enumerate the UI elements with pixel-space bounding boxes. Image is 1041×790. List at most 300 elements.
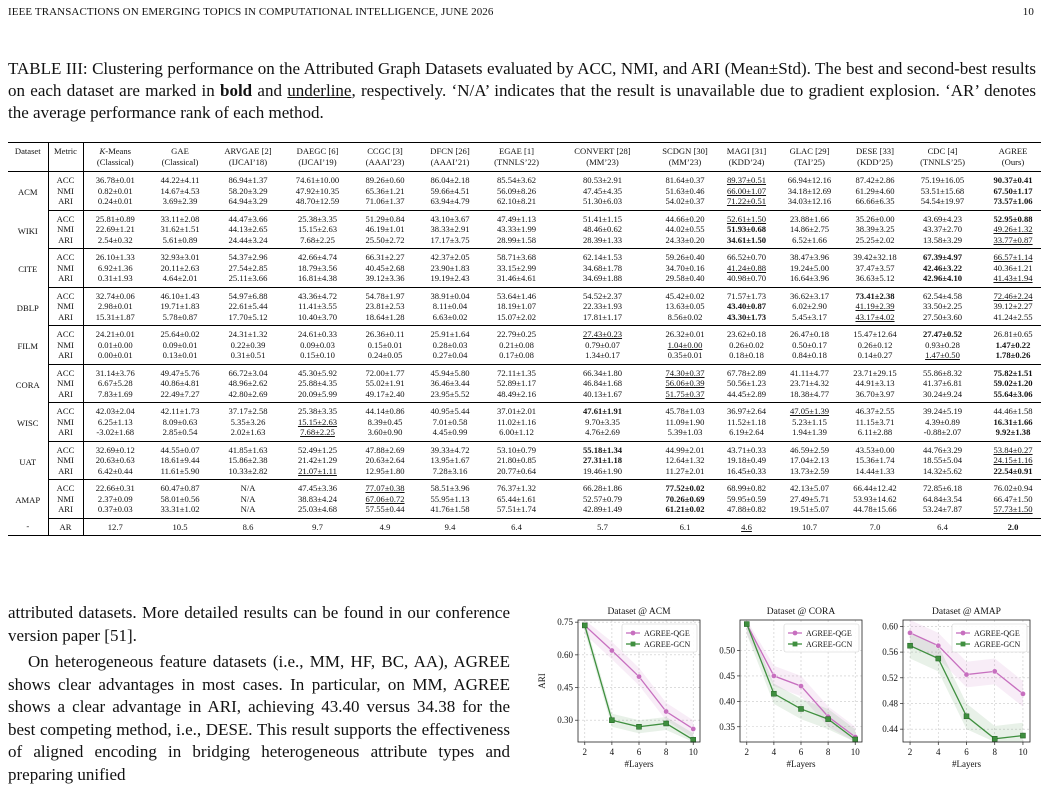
- result-cell: 0.13±0.01: [147, 350, 213, 364]
- result-cell: 38.39±3.25: [855, 224, 895, 234]
- metric-name: NMI: [48, 186, 83, 197]
- result-cell: 26.47±0.18: [789, 329, 830, 339]
- result-cell: 53.51±15.68: [920, 185, 965, 196]
- result-cell: 17.81±1.17: [551, 312, 654, 326]
- result-cell: 2.02±1.63: [213, 427, 283, 441]
- result-cell: 45.94±5.80: [430, 367, 470, 378]
- method-name: ARVGAE [2]: [224, 146, 272, 156]
- result-cell: 39.42±32.18: [853, 252, 897, 262]
- metric-name: ARI: [48, 466, 83, 480]
- data-point: [964, 672, 969, 677]
- metric-name: NMI: [48, 340, 83, 351]
- metric-name: NMI: [48, 301, 83, 312]
- result-cell: 46.19±1.01: [365, 224, 405, 234]
- result-cell: 34.61±1.50: [716, 235, 777, 249]
- result-cell: 44.13±2.65: [228, 224, 268, 234]
- result-cell: 66.28±1.86: [582, 483, 623, 493]
- x-tick-label: 6: [798, 747, 804, 757]
- caption-tail: , respectively. ‘N/A’ indicates that the result is unavailable due to gradient explosion. ‘AR’ denotes the average performance rank of each method.: [8, 81, 1036, 122]
- result-cell: 10.5: [147, 518, 213, 536]
- result-cell: 53.93±14.62: [853, 493, 897, 504]
- result-cell: 23.71±4.32: [789, 378, 830, 388]
- result-cell: 14.67±4.53: [160, 185, 200, 196]
- result-cell: 5.78±0.87: [147, 312, 213, 326]
- page-number: 10: [1022, 6, 1034, 18]
- caption-lead: TABLE III: Clustering performance on the Attributed Graph Datasets evaluated by ACC, NMI, and ARI (Mean±Std). The best and second-best results on each dataset are marked in: [8, 59, 1036, 100]
- header-method-8: [654, 143, 716, 172]
- result-cell: 6.4: [482, 518, 551, 536]
- result-cell: 4.6: [716, 518, 777, 536]
- result-cell: 15.86±2.38: [228, 455, 268, 465]
- result-cell: 13.58±3.29: [908, 235, 977, 249]
- metric-name: ACC: [48, 172, 83, 186]
- result-cell: 8.6: [213, 518, 283, 536]
- table-row: [8, 350, 1041, 364]
- method-name: AGREE: [998, 146, 1028, 156]
- result-cell: 42.80±2.69: [213, 389, 283, 403]
- result-cell: 44.45±2.89: [716, 389, 777, 403]
- table-row: [8, 494, 1041, 505]
- result-cell: 13.63±0.05: [665, 301, 705, 311]
- table-row: [8, 301, 1041, 312]
- result-cell: 56.06±0.39: [665, 378, 705, 388]
- paragraph-1: attributed datasets. More detailed results can be found in our conference version paper [51].: [8, 603, 510, 645]
- result-cell: 61.21±0.02: [654, 504, 716, 518]
- result-cell: 24.61±0.33: [297, 329, 338, 339]
- result-cell: 40.36±1.21: [993, 262, 1033, 273]
- body-text: [8, 602, 510, 786]
- metric-name: NMI: [48, 378, 83, 389]
- result-cell: 48.49±2.16: [482, 389, 551, 403]
- table-row: [8, 224, 1041, 235]
- result-cell: 41.24±0.88: [726, 262, 767, 273]
- dataset-name: WISC: [8, 403, 48, 442]
- result-cell: 43.30±1.73: [716, 312, 777, 326]
- metric-name: ACC: [48, 326, 83, 340]
- result-cell: 6.63±0.02: [418, 312, 482, 326]
- result-cell: 9.7: [283, 518, 352, 536]
- result-cell: 52.95±0.88: [993, 213, 1033, 224]
- result-cell: 67.50±1.17: [993, 185, 1033, 196]
- result-cell: 73.41±2.38: [855, 290, 895, 301]
- result-cell: 11.61±5.90: [147, 466, 213, 480]
- dataset-name: AMAP: [8, 480, 48, 519]
- result-cell: 73.57±1.06: [977, 196, 1041, 210]
- result-cell: 42.89±1.49: [551, 504, 654, 518]
- result-cell: 22.61±5.44: [228, 301, 268, 311]
- result-cell: 25.64±0.02: [160, 329, 200, 339]
- x-tick-label: 4: [771, 747, 777, 757]
- result-cell: 54.52±2.37: [582, 290, 623, 301]
- result-cell: 49.47±5.76: [160, 367, 200, 378]
- result-cell: 25.03±4.68: [283, 504, 352, 518]
- result-cell: 38.91±0.04: [430, 290, 470, 301]
- method-venue: (AAAI’23): [365, 156, 405, 167]
- result-cell: 77.52±0.02: [665, 483, 705, 493]
- result-cell: 1.94±1.39: [777, 427, 842, 441]
- result-cell: 4.9: [352, 518, 418, 536]
- result-cell: 5.7: [551, 518, 654, 536]
- metric-name: ACC: [48, 287, 83, 301]
- journal-name: IEEE TRANSACTIONS ON EMERGING TOPICS IN COMPUTATIONAL INTELLIGENCE, JUNE 2026: [8, 6, 494, 18]
- result-cell: 20.63±2.64: [365, 455, 405, 465]
- result-cell: 51.30±6.03: [551, 196, 654, 210]
- result-cell: 25.81±0.89: [95, 213, 135, 224]
- table-row: [8, 312, 1041, 326]
- result-cell: 8.39±0.45: [367, 416, 403, 427]
- result-cell: 47.88±0.82: [716, 504, 777, 518]
- result-cell: 45.42±0.02: [665, 290, 705, 301]
- data-point: [691, 726, 696, 731]
- result-cell: 47.49±1.13: [496, 213, 537, 224]
- data-point: [799, 706, 804, 711]
- data-point: [992, 669, 997, 674]
- method-name: MAGI [31]: [726, 146, 767, 156]
- result-cell: 5.45±3.17: [777, 312, 842, 326]
- metric-name: ACC: [48, 249, 83, 263]
- result-cell: 5.23±1.15: [792, 416, 827, 427]
- result-cell: 37.01±2.01: [496, 406, 537, 416]
- result-cell: 15.47±12.64: [853, 329, 897, 339]
- table-row: [8, 441, 1041, 455]
- header-method-9: [716, 143, 777, 172]
- table-row: [8, 172, 1041, 186]
- method-name: CCGC [3]: [367, 146, 403, 156]
- result-cell: 19.18±0.49: [726, 455, 767, 465]
- result-cell: 42.46±3.22: [922, 262, 963, 273]
- result-cell: 72.46±2.24: [993, 290, 1033, 301]
- result-cell: 0.22±0.39: [230, 339, 266, 350]
- result-cell: 27.43±0.23: [582, 329, 623, 339]
- metric-name: ARI: [48, 389, 83, 403]
- result-cell: 37.17±2.58: [228, 406, 268, 416]
- result-cell: 66.94±12.16: [787, 175, 832, 185]
- result-cell: 41.37±6.81: [922, 378, 963, 388]
- result-cell: 24.33±0.20: [654, 235, 716, 249]
- table-row: [8, 340, 1041, 351]
- result-cell: 0.31±1.93: [83, 273, 147, 287]
- result-cell: 23.62±0.18: [726, 329, 767, 339]
- result-cell: 40.86±4.81: [160, 378, 200, 388]
- table-row: [8, 417, 1041, 428]
- result-cell: 52.89±1.17: [496, 378, 537, 388]
- result-cell: 4.45±0.99: [418, 427, 482, 441]
- data-point: [771, 673, 776, 678]
- metric-name: NMI: [48, 455, 83, 466]
- legend-label: AGREE-QGE: [806, 629, 852, 638]
- method-venue: (TNNLS’22): [494, 156, 539, 167]
- result-cell: 20.63±0.63: [95, 455, 135, 465]
- header-method-4: [352, 143, 418, 172]
- result-cell: 59.26±0.40: [665, 252, 705, 262]
- result-cell: 26.10±1.33: [95, 252, 135, 262]
- result-cell: 15.07±2.02: [482, 312, 551, 326]
- result-cell: 30.24±9.24: [908, 389, 977, 403]
- result-cell: 43.10±3.67: [430, 213, 470, 224]
- result-cell: 44.14±0.86: [365, 406, 405, 416]
- y-tick-label: 0.50: [719, 645, 735, 656]
- data-point: [691, 737, 696, 742]
- result-cell: 46.59±2.59: [789, 444, 830, 455]
- legend-marker: [793, 631, 798, 636]
- x-tick-label: 2: [907, 747, 913, 757]
- result-cell: 5.61±0.89: [147, 235, 213, 249]
- header-method-11: [842, 143, 908, 172]
- result-cell: 67.06±0.72: [365, 493, 405, 504]
- result-cell: 8.09±0.63: [162, 416, 198, 427]
- method-name: SCDGN [30]: [662, 146, 708, 156]
- result-cell: 49.26±1.32: [993, 224, 1033, 234]
- result-cell: 0.15±0.01: [367, 339, 403, 350]
- header-method-6: [482, 143, 551, 172]
- result-cell: 42.66±4.74: [297, 252, 338, 262]
- result-cell: 22.54±0.91: [977, 466, 1041, 480]
- result-cell: 6.92±1.36: [97, 262, 133, 273]
- method-name: CDC [4]: [927, 146, 958, 156]
- metric-name: ARI: [48, 504, 83, 518]
- result-cell: 9.70±3.35: [585, 416, 620, 427]
- result-cell: 86.94±1.37: [228, 175, 268, 185]
- result-cell: 31.14±3.76: [95, 367, 135, 378]
- x-tick-label: 6: [636, 747, 642, 757]
- results-table-container: [8, 142, 1034, 536]
- result-cell: 68.99±0.82: [726, 483, 767, 493]
- result-cell: 43.33±1.99: [496, 224, 537, 234]
- result-cell: 11.15±3.71: [855, 416, 895, 427]
- legend-marker: [961, 631, 966, 636]
- x-axis-label: #Layers: [624, 759, 654, 769]
- result-cell: 0.84±0.18: [777, 350, 842, 364]
- table-row: [8, 249, 1041, 263]
- result-cell: 2.37±0.09: [97, 493, 133, 504]
- result-cell: 24.15±1.16: [993, 455, 1033, 465]
- caption-mid: and: [252, 81, 288, 100]
- result-cell: 63.94±4.79: [418, 196, 482, 210]
- result-cell: 26.36±0.11: [365, 329, 405, 339]
- result-cell: 6.02±2.90: [792, 301, 827, 311]
- result-cell: 11.02±1.16: [497, 416, 536, 427]
- result-cell: 36.78±0.01: [95, 175, 135, 185]
- result-cell: 53.24±7.87: [908, 504, 977, 518]
- result-cell: 66.57±1.14: [993, 252, 1033, 262]
- result-cell: 44.76±3.29: [922, 444, 963, 455]
- result-cell: 64.94±3.29: [213, 196, 283, 210]
- result-cell: 89.37±0.51: [726, 175, 767, 185]
- metric-name: ARI: [48, 312, 83, 326]
- result-cell: 14.86±2.75: [789, 224, 830, 234]
- header-metric: Metric: [48, 143, 83, 172]
- chart-title: Dataset @ ACM: [607, 607, 671, 617]
- result-cell: 42.37±2.05: [430, 252, 470, 262]
- legend-marker: [793, 642, 798, 647]
- result-cell: 21.42±1.29: [297, 455, 338, 465]
- result-cell: 47.92±10.35: [295, 185, 340, 196]
- result-cell: 45.78±1.03: [665, 406, 705, 416]
- result-cell: 57.51±1.74: [482, 504, 551, 518]
- x-tick-label: 10: [1018, 747, 1028, 757]
- result-cell: 41.24±2.55: [977, 312, 1041, 326]
- result-cell: 18.79±3.56: [297, 262, 338, 273]
- result-cell: 3.60±0.90: [352, 427, 418, 441]
- result-cell: 20.09±5.99: [283, 389, 352, 403]
- table-row: [8, 364, 1041, 378]
- result-cell: 48.96±2.62: [228, 378, 268, 388]
- result-cell: 13.73±2.59: [777, 466, 842, 480]
- result-cell: 67.39±4.97: [922, 252, 963, 262]
- result-cell: 25.25±2.02: [842, 235, 908, 249]
- result-cell: 43.71±0.33: [726, 444, 767, 455]
- table-row: [8, 389, 1041, 403]
- result-cell: 25.50±2.72: [352, 235, 418, 249]
- result-cell: 23.88±1.66: [789, 213, 830, 224]
- result-cell: 36.63±5.12: [842, 273, 908, 287]
- result-cell: 26.81±0.65: [993, 329, 1033, 339]
- y-tick-label: 0.52: [882, 672, 898, 683]
- y-tick-label: 0.30: [557, 715, 573, 726]
- data-point: [609, 718, 614, 723]
- result-cell: 17.70±5.12: [213, 312, 283, 326]
- result-cell: 52.57±0.79: [582, 493, 623, 504]
- result-cell: 6.1: [654, 518, 716, 536]
- result-cell: 3.69±2.39: [147, 196, 213, 210]
- table-row: [8, 287, 1041, 301]
- result-cell: 6.25±1.13: [97, 416, 133, 427]
- result-cell: 22.69±1.21: [95, 224, 135, 234]
- method-venue: (TNNLS’25): [920, 156, 965, 167]
- result-cell: 34.18±12.69: [787, 185, 832, 196]
- result-cell: 44.55±0.07: [160, 444, 200, 455]
- result-cell: 10.7: [777, 518, 842, 536]
- metric-name: AR: [48, 518, 83, 536]
- result-cell: 9.4: [418, 518, 482, 536]
- result-cell: 66.31±2.27: [365, 252, 405, 262]
- x-axis-label: #Layers: [786, 759, 816, 769]
- data-point: [992, 736, 997, 741]
- method-venue: (Classical): [96, 156, 134, 167]
- method-name: GAE: [171, 146, 189, 156]
- header-method-10: [777, 143, 842, 172]
- result-cell: 19.24±5.00: [789, 262, 830, 273]
- result-cell: 87.42±2.86: [855, 175, 895, 185]
- table-row: [8, 263, 1041, 274]
- x-tick-label: 4: [936, 747, 941, 757]
- result-cell: 27.47±0.52: [922, 329, 963, 339]
- method-name: DFCN [26]: [430, 146, 470, 156]
- result-cell: 62.14±1.53: [582, 252, 623, 262]
- result-cell: 13.95±1.67: [430, 455, 470, 465]
- table-row: [8, 403, 1041, 417]
- result-cell: 27.49±5.71: [789, 493, 830, 504]
- result-cell: 0.24±0.05: [352, 350, 418, 364]
- header-method-13: [977, 143, 1041, 172]
- result-cell: 48.46±0.62: [582, 224, 623, 234]
- result-cell: 59.66±4.51: [430, 185, 470, 196]
- result-cell: 66.34±1.80: [582, 367, 623, 378]
- result-cell: 0.26±0.02: [729, 339, 764, 350]
- result-cell: 85.54±3.62: [496, 175, 537, 185]
- result-cell: 2.0: [977, 518, 1041, 536]
- result-cell: 1.78±0.26: [977, 350, 1041, 364]
- x-tick-label: 8: [663, 747, 669, 757]
- result-cell: 6.4: [908, 518, 977, 536]
- header-method-12: [908, 143, 977, 172]
- result-cell: 32.93±3.01: [160, 252, 200, 262]
- caption-underline-word: underline: [287, 81, 352, 100]
- result-cell: 0.31±0.51: [213, 350, 283, 364]
- result-cell: 29.58±0.40: [654, 273, 716, 287]
- result-cell: 0.27±0.04: [418, 350, 482, 364]
- result-cell: 7.83±1.69: [83, 389, 147, 403]
- x-tick-label: 6: [964, 747, 969, 757]
- result-cell: 43.17±4.02: [842, 312, 908, 326]
- result-cell: 54.97±6.88: [228, 290, 268, 301]
- dataset-name: WIKI: [8, 210, 48, 249]
- legend-label: AGREE-QGE: [644, 629, 690, 638]
- result-cell: 51.93±0.68: [726, 224, 767, 234]
- result-cell: 20.77±0.64: [482, 466, 551, 480]
- method-venue: (IJCAI’19): [298, 156, 337, 167]
- result-cell: 65.44±1.61: [496, 493, 537, 504]
- result-cell: 71.22±0.51: [716, 196, 777, 210]
- data-point: [1020, 691, 1025, 696]
- table-caption: [8, 58, 1036, 124]
- result-cell: 25.38±3.35: [297, 406, 338, 416]
- result-cell: 44.66±0.20: [665, 213, 705, 224]
- metric-name: NMI: [48, 494, 83, 505]
- result-cell: 4.39±0.89: [925, 416, 960, 427]
- table-row: [8, 504, 1041, 518]
- average-rank-row: [8, 518, 1041, 536]
- result-cell: 5.35±3.26: [230, 416, 266, 427]
- result-cell: 70.26±0.69: [665, 493, 705, 504]
- metric-name: ACC: [48, 480, 83, 494]
- layer-depth-figure: [536, 600, 1036, 785]
- result-cell: 7.28±3.16: [418, 466, 482, 480]
- running-header: [8, 6, 1034, 18]
- result-cell: 22.66±0.31: [95, 483, 135, 493]
- result-cell: 49.17±2.40: [352, 389, 418, 403]
- header-method-5: [418, 143, 482, 172]
- header-method-0: [83, 143, 147, 172]
- result-cell: 43.69±4.23: [922, 213, 963, 224]
- data-point: [636, 674, 641, 679]
- result-cell: 34.70±0.16: [665, 262, 705, 273]
- result-cell: 66.44±12.42: [853, 483, 897, 493]
- data-point: [771, 691, 776, 696]
- data-point: [936, 656, 941, 661]
- method-name: DAEGC [6]: [296, 146, 339, 156]
- result-cell: 44.22±4.11: [160, 175, 200, 185]
- y-tick-label: 0.40: [719, 696, 735, 707]
- result-cell: 0.09±0.01: [162, 339, 198, 350]
- result-cell: 76.37±1.32: [496, 483, 537, 493]
- result-cell: -3.02±1.68: [83, 427, 147, 441]
- result-cell: 21.80±0.85: [496, 455, 537, 465]
- result-cell: 81.64±0.37: [665, 175, 705, 185]
- method-name-italic: K: [99, 146, 106, 156]
- results-table: [8, 142, 1041, 536]
- method-venue: (TAI’25): [794, 156, 825, 167]
- result-cell: 59.95±0.59: [726, 493, 767, 504]
- header-method-3: [283, 143, 352, 172]
- result-cell: 60.47±0.87: [160, 483, 200, 493]
- result-cell: 9.92±1.38: [977, 427, 1041, 441]
- dataset-name: DBLP: [8, 287, 48, 326]
- result-cell: 36.70±3.97: [842, 389, 908, 403]
- metric-name: ARI: [48, 427, 83, 441]
- result-cell: 0.15±0.10: [283, 350, 352, 364]
- result-cell: 23.90±1.83: [430, 262, 470, 273]
